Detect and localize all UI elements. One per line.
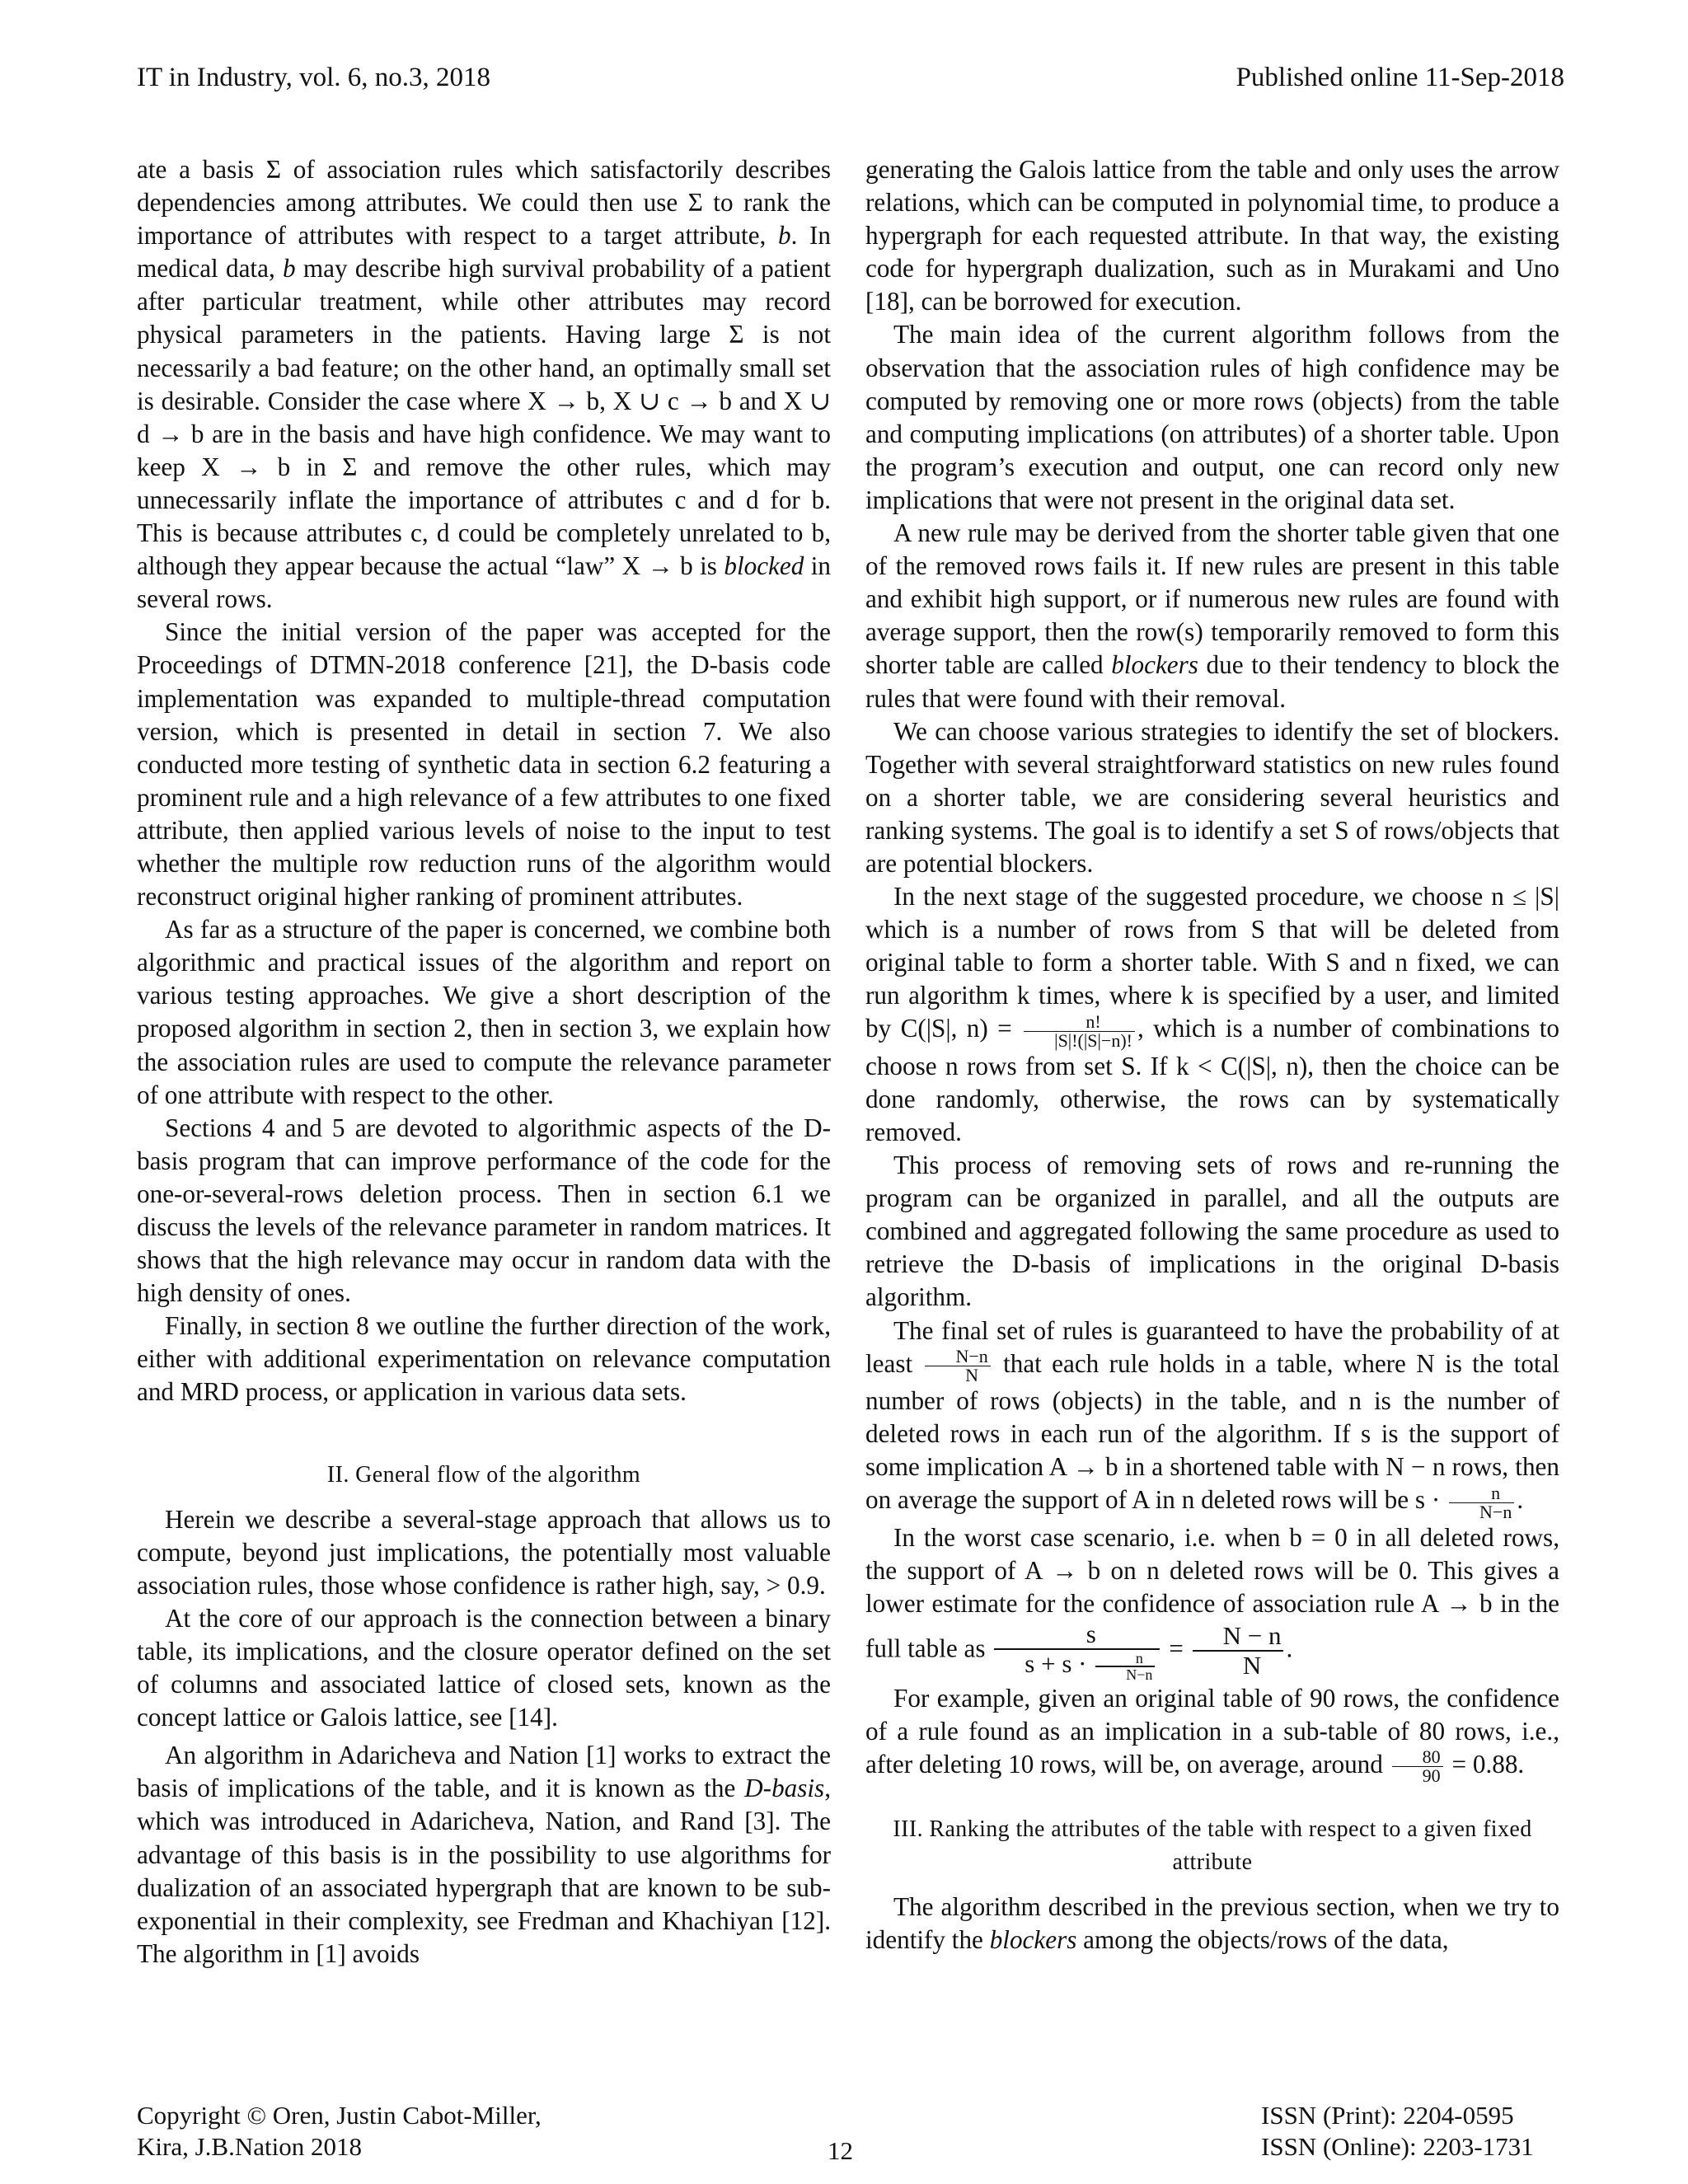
issn: ISSN (Print): 2204-0595 ISSN (Online): 2203-1731 (1261, 2101, 1534, 2161)
paragraph: Sections 4 and 5 are devoted to algorithmic aspects of the D-basis program that can improve performance of the code for the one-or-several-rows deletion process. Then in section 6.1 we discuss the levels of the relevance parameter in random matrices. It shows that the high relevance may occur in random data with the high density of ones. (137, 1113, 831, 1308)
page-number: 12 (828, 2136, 853, 2165)
paragraph: Finally, in section 8 we outline the further direction of the work, either with additional experimentation on relevance computation and MRD process, or application in various data sets. (137, 1311, 831, 1407)
right-column (865, 153, 1559, 1957)
paragraph: This process of removing sets of rows and re-running the program can be organized in parallel, and all the outputs are combined and aggregated following the same procedure as used to retrieve the D-basis of implications in the original D-basis algorithm. (865, 1151, 1559, 1312)
left-column (137, 153, 831, 1971)
paragraph: The main idea of the current algorithm follows from the observation that the association rules of high confidence may be computed by removing one or more rows (objects) from the table and computing implications (on attributes) of a shorter table. Upon the program’s execution and output, one can record only new implications that were not present in the original data set. (865, 320, 1559, 514)
fraction: $\frac{n}{N-n}$ (1449, 1484, 1514, 1521)
fraction: $\frac{N-n}{N}$ (925, 1347, 990, 1385)
confidence-fraction: s s + s · $\frac{n}{N-n}$ (994, 1620, 1160, 1682)
section-heading: II. General flow of the algorithm (326, 1461, 641, 1488)
fraction: $\frac{n!}{|S|!(|S|-n)!}$ (1024, 1013, 1135, 1050)
paragraph: ate a basis Σ of association rules which satisfactorily describes dependencies among attributes. We could then use Σ to rank the importance of attributes with respect to a target attribute, b. In medical data, b may describe high survival probability of a patient after particular treatment, while other attributes may record physical parameters in the patients. Having large Σ is not necessarily a bad feature; on the other hand, an optimally small set is desirable. Consider the case where X → b, X ∪ c → b and X ∪ d → b are in the basis and have high confidence. We may want to keep X → b in Σ and remove the other rules, which may unnecessarily inflate the importance of attributes c and d for b. This is because attributes c, d could be completely unrelated to b, although they appear because the actual “law” X → b is blocked in several rows. (137, 155, 831, 614)
journal-header: IT in Industry, vol. 6, no.3, 2018 (137, 63, 490, 92)
copyright: Copyright © Oren, Justin Cabot-Miller, Kira, J.B.Nation 2018 (137, 2101, 542, 2161)
paragraph: Since the initial version of the paper was accepted for the Proceedings of DTMN-2018 conference [21], the D-basis code implementation was expanded to multiple-thread computation version, which is presented in detail in section 7. We also conducted more testing of synthetic data in section 6.2 featuring a prominent rule and a high relevance of a few attributes to one fixed attribute, then applied various levels of noise to the input to test whether the multiple row reduction runs of the algorithm would reconstruct original higher ranking of prominent attributes. (137, 617, 831, 912)
paragraph: An algorithm in Adaricheva and Nation [1] works to extract the basis of implications of the table, and it is known as the D-basis, which was introduced in Adaricheva, Nation, and Rand [3]. The advantage of this basis is in the possibility to use algorithms for dualization of an associated hypergraph that are known to be sub-exponential in their complexity, see Fredman and Khachiyan [12]. The algorithm in [1] avoids (137, 1741, 831, 1968)
paragraph: For example, given an original table of 90 rows, the confidence of a rule found as an implication in a sub-table of 80 rows, i.e., after deleting 10 rows, will be, on average, around $\frac{80}{90}$ = 0.88. (865, 1683, 1559, 1787)
paragraph: The final set of rules is guaranteed to have the probability of at least $\frac{N-n}{N}$ that each rule holds in a table, where N is the total number of rows (objects) in the table, and n is the number of deleted rows in each run of the algorithm. If s is the support of some implication A → b in a shortened table with N − n rows, then on average the support of A in n deleted rows will be s · $\frac{n}{N-n}$ . (865, 1315, 1559, 1522)
paragraph: Herein we describe a several-stage approach that allows us to compute, beyond just implications, the potentially most valuable association rules, those whose confidence is rather high, say, > 0.9. (137, 1504, 831, 1600)
paragraph: As far as a structure of the paper is concerned, we combine both algorithmic and practical issues of the algorithm and report on various testing approaches. We give a short description of the proposed algorithm in section 2, then in section 3, we explain how the association rules are used to compute the relevance parameter of one attribute with respect to the other. (137, 915, 831, 1109)
fraction: $\frac{80}{90}$ (1392, 1748, 1443, 1785)
paragraph: A new rule may be derived from the shorter table given that one of the removed rows fails it. If new rules are present in this table and exhibit high support, or if numerous new rules are found with average support, then the row(s) temporarily removed to form this shorter table are called blockers due to their tendency to block the rules that were found with their removal. (865, 518, 1560, 713)
paragraph: In the next stage of the suggested procedure, we choose n ≤ |S| which is a number of rows from S that will be deleted from original table to form a shorter table. With S and n fixed, we can run algorithm k times, where k is specified by a user, and limited by C(|S|, n) = $\frac{n!}{|S|!(|S|-n)!}$ , which is a number of combinations to choose n rows from set S. If k < C(|S|, n), then the choice can be done randomly, otherwise, the rows can by systematically removed. (865, 882, 1559, 1146)
paragraph: The algorithm described in the previous section, when we try to identify the blockers among the objects/rows of the data, (865, 1892, 1559, 1955)
published-date: Published online 11-Sep-2018 (1236, 63, 1564, 92)
paragraph: generating the Galois lattice from the table and only uses the arrow relations, which can be computed in polynomial time, to produce a hypergraph for each requested attribute. In that way, the existing code for hypergraph dualization, such as in Murakami and Uno [18], can be borrowed for execution. (865, 155, 1559, 316)
paragraph: We can choose various strategies to identify the set of blockers. Together with several straightforward statistics on new rules found on a shorter table, we are considering several heuristics and ranking systems. The goal is to identify a set S of rows/objects that are potential blockers. (865, 716, 1559, 878)
section-heading: III. Ranking the attributes of the table with respect to a given fixed attribute (893, 1816, 1532, 1876)
fraction: $\frac{N - n}{N}$ (1193, 1622, 1284, 1680)
paragraph: At the core of our approach is the connection between a binary table, its implications, and the closure operator defined on the set of columns and associated lattice of closed sets, known as the concept lattice or Galois lattice, see [14]. (137, 1603, 831, 1732)
paragraph: In the worst case scenario, i.e. when b = 0 in all deleted rows, the support of A → b on n deleted rows will be 0. This gives a lower estimate for the confidence of association rule A → b in the full table as s s + s · $\frac{n}{N-n}$ = $\frac{N - n}{N}$ . (865, 1522, 1559, 1683)
